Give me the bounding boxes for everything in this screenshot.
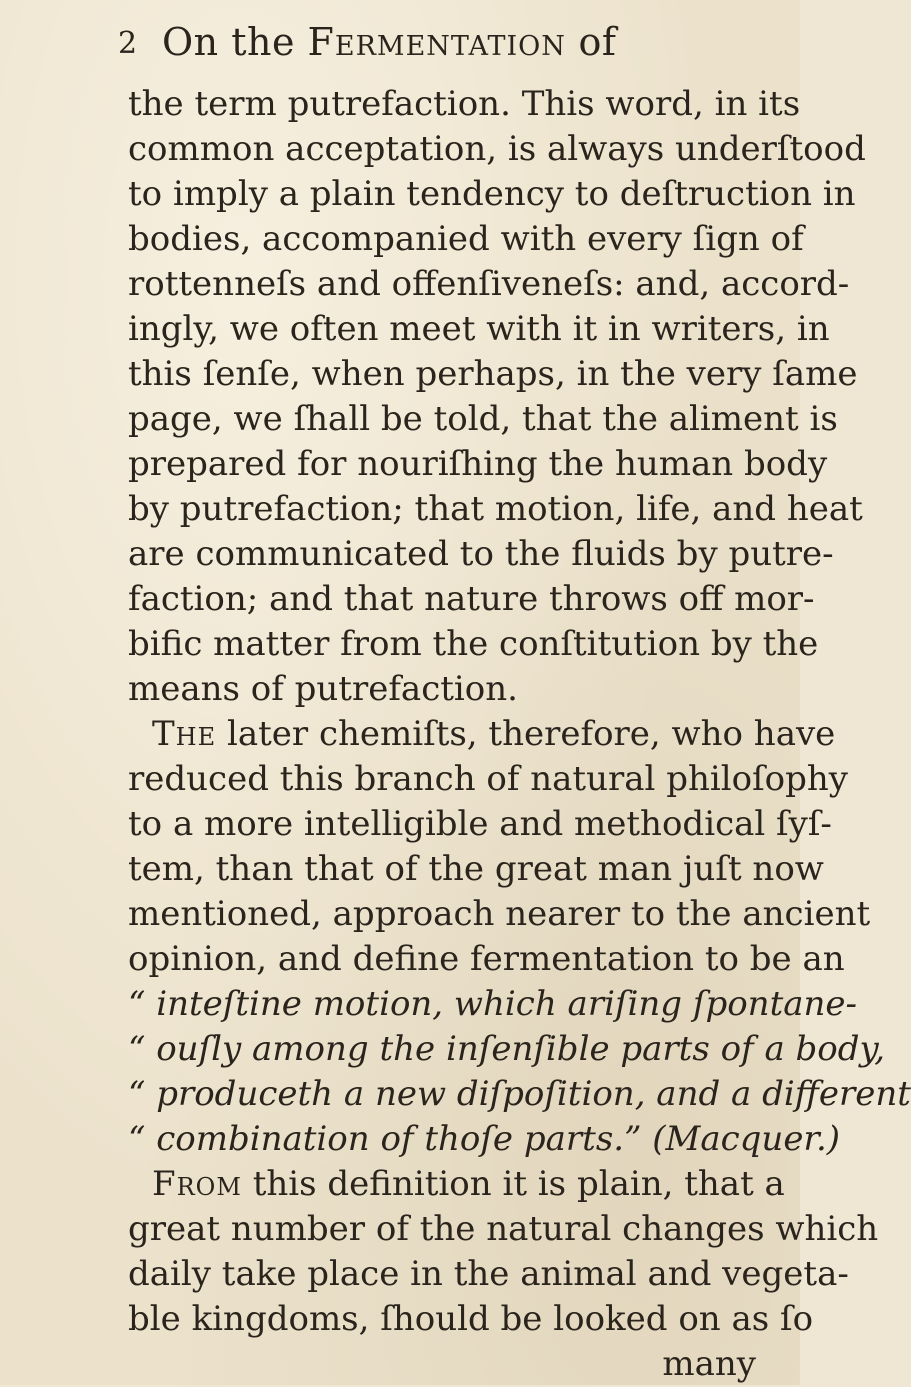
text-line: prepared for nouriſhing the human body (128, 444, 828, 484)
paragraph-lead-text: later chemiſts, therefore, who have (216, 714, 836, 754)
quote-line: “ produceth a new diſpoſition, and a different (128, 1074, 911, 1114)
text-line: great number of the natural changes which (128, 1209, 879, 1249)
text-line: the term putrefaction. This word, in its (128, 84, 801, 124)
running-head-caps: Fermentation (307, 20, 566, 64)
text-line: common acceptation, is always underſtood (128, 129, 866, 169)
body-text (128, 82, 911, 1387)
text-line: are communicated to the fluids by putre- (128, 534, 834, 574)
text-line: to a more intelligible and methodical ſyſ- (128, 804, 832, 844)
text-line: ingly, we often meet with it in writers, in (128, 309, 830, 349)
paragraph-lead-text: this definition it is plain, that a (241, 1164, 785, 1204)
page-number: 2 (118, 26, 138, 61)
text-line: by putrefaction; that motion, life, and heat (128, 489, 863, 529)
running-head-pre: On the (162, 20, 308, 64)
text-line: faction; and that nature throws off mor- (128, 579, 815, 619)
text-line: means of putrefaction. (128, 669, 518, 709)
paragraph-start (128, 712, 836, 757)
paragraph-lead-caps: From (152, 1164, 242, 1204)
paragraph-lead-caps: The (152, 714, 217, 754)
text-line: bodies, accompanied with every ſign of (128, 219, 804, 259)
quote-line: “ combination of thoſe parts.” (Macquer.) (128, 1119, 841, 1159)
quote-line: “ inteſtine motion, which ariſing ſpontane- (128, 984, 858, 1024)
text-line: tem, than that of the great man juſt now (128, 849, 824, 889)
text-line: ble kingdoms, ſhould be looked on as ſo (128, 1299, 814, 1339)
text-line: reduced this branch of natural philoſophy (128, 759, 848, 799)
running-head (162, 20, 616, 64)
text-line: to imply a plain tendency to deſtruction in (128, 174, 856, 214)
text-line: mentioned, approach nearer to the ancient (128, 894, 871, 934)
quote-line: “ ouſly among the inſenſible parts of a body, (128, 1029, 886, 1069)
text-line: daily take place in the animal and vegeta- (128, 1254, 849, 1294)
catchword: many (662, 1344, 756, 1384)
text-line: this ſenſe, when perhaps, in the very ſame (128, 354, 858, 394)
page-header (118, 20, 718, 70)
text-line: rottenneſs and offenſiveneſs: and, accord- (128, 264, 850, 304)
text-line: bific matter from the conſtitution by the (128, 624, 819, 664)
paragraph-start (128, 1162, 785, 1207)
running-head-post: of (565, 20, 617, 64)
text-line: page, we ſhall be told, that the aliment is (128, 399, 838, 439)
text-line: opinion, and define fermentation to be an (128, 939, 845, 979)
